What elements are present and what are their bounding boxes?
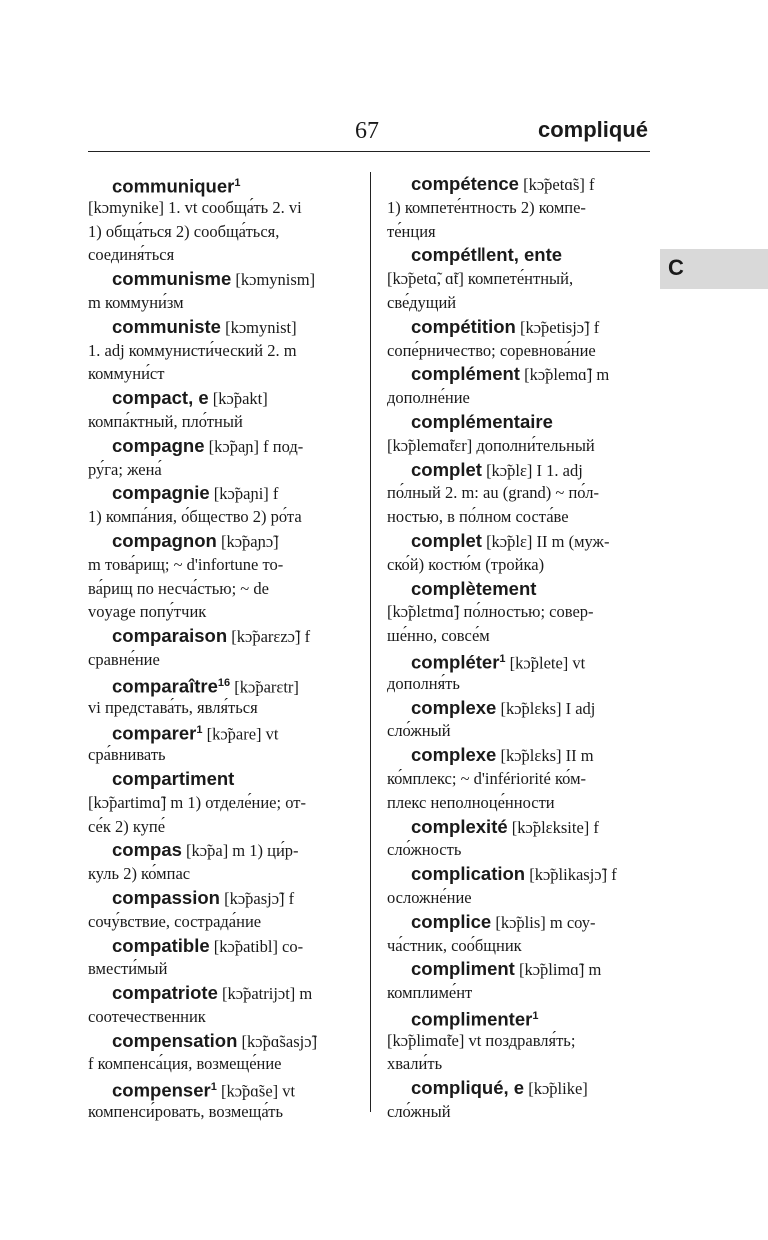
entry-headword-line [88, 267, 356, 291]
entry-headword-line [88, 386, 356, 410]
entry-headword-line [387, 243, 655, 267]
thumb-index-tab [660, 249, 768, 289]
entry-headword-line [387, 529, 655, 553]
entry-headword-line [387, 910, 655, 934]
right-column [387, 172, 655, 1124]
entry-headword-line [387, 957, 655, 981]
entry-text: [kɔ̃pakt] [208, 389, 268, 409]
entry-text-line: хвали́ть [387, 1054, 443, 1074]
headword: compagnon [112, 529, 217, 551]
entry-text: [kɔ̃pa] m 1) ци́р- [181, 841, 299, 861]
entry-headword-line [88, 886, 356, 910]
entry-headword-line [88, 1076, 356, 1100]
entry-text-line: се́к 2) купе́ [88, 816, 166, 836]
entry-headword-line [88, 315, 356, 339]
entry-text-line: све́дущий [387, 292, 457, 312]
entry-text-line: m това́рищ; ~ d'infortune то- [88, 554, 284, 574]
conjugation-number: 1 [196, 724, 203, 737]
entry-text: [kɔ̃paɲi] f [209, 484, 279, 504]
entry-headword-line [88, 838, 356, 862]
conjugation-number: 1 [532, 1009, 539, 1022]
headword: compétence [411, 173, 519, 194]
headword: comparer [112, 722, 197, 744]
entry-headword-line [387, 743, 655, 767]
entry-text: [kɔ̃plete] vt [505, 653, 586, 673]
entry-headword-line [88, 624, 356, 648]
entry-text-line: соотечественник [88, 1006, 206, 1026]
headword: compassion [112, 886, 220, 908]
headword: compliment [411, 958, 515, 980]
entry-text-line: [kɔ̃plimɑ̃te] vt поздравля́ть; [387, 1030, 576, 1050]
conjugation-number: 1 [210, 1081, 217, 1094]
entry-text-line: [kɔ̃partimɑ̃] m 1) отделе́ние; от- [88, 792, 306, 812]
entry-text: [kɔ̃plɛ] I 1. adj [481, 460, 583, 480]
entry-text-line: дополня́ть [387, 673, 460, 693]
headword: complexe [411, 744, 497, 766]
entry-headword-line [88, 434, 356, 458]
entry-text-line: 1) обща́ться 2) сообща́ться, [88, 221, 280, 241]
entry-text-line: ско́й) костю́м (тройка) [387, 554, 545, 574]
headword: compatriote [112, 982, 218, 1004]
entry-text-line: ча́стник, соо́бщник [387, 935, 522, 955]
entry-headword-line [88, 672, 356, 696]
entry-text-line: ру́га; жена́ [88, 459, 162, 479]
entry-headword-line [387, 410, 655, 434]
conjugation-number: 16 [217, 676, 231, 689]
entry-text: [kɔ̃plɛ] II m (муж- [481, 531, 610, 551]
entry-text: [kɔ̃pɑ̃sasjɔ̃] [237, 1031, 318, 1051]
headword: comparaître [112, 675, 218, 697]
entry-headword-line [88, 481, 356, 505]
entry-text-line: [kɔmynike] 1. vt сообща́ть 2. vi [88, 197, 302, 217]
entry-text-line: [kɔ̃petɑ̃, ɑ̃t] компете́нтный, [387, 269, 574, 289]
entry-headword-line [387, 696, 655, 720]
entry-headword-line [88, 934, 356, 958]
headword: complice [411, 910, 492, 932]
entry-text: [kɔ̃plike] [524, 1079, 588, 1099]
entry-text-line: vi представа́ть, явля́ться [88, 697, 258, 717]
headword: complication [411, 863, 526, 885]
entry-text-line: компа́ктный, пло́тный [88, 411, 243, 431]
entry-headword-line [387, 577, 655, 601]
headword: compenser [112, 1079, 211, 1101]
entry-text-line: те́нция [387, 221, 436, 241]
entry-text-line: [kɔ̃plɛtmɑ̃] по́лностью; совер- [387, 602, 594, 622]
entry-text: [kɔ̃plis] m соу- [491, 912, 596, 932]
entry-text-line: дополне́ние [387, 388, 470, 408]
headword: compagnie [112, 482, 210, 504]
headword: comparaison [112, 625, 228, 647]
headword: complimenter [411, 1008, 533, 1030]
entry-text: [kɔ̃plimɑ̃] m [514, 960, 602, 980]
headword: compatible [112, 934, 210, 956]
entry-text-line: сло́жный [387, 721, 451, 741]
entry-text: [kɔ̃petisjɔ̃] f [515, 317, 600, 337]
headword: complexité [411, 815, 508, 837]
entry-text: [kɔ̃patibl] со- [209, 936, 304, 956]
entry-headword-line [387, 862, 655, 886]
headword: compact, e [112, 387, 209, 409]
headword: compléter [411, 651, 500, 673]
entry-text-line: сра́внивать [88, 745, 166, 765]
entry-text: [kɔ̃plɛksite] f [507, 817, 599, 837]
column-divider [370, 172, 371, 1112]
entry-text-line: сочу́вствие, сострада́ние [88, 911, 262, 931]
entry-headword-line [387, 1005, 655, 1029]
entry-headword-line [387, 815, 655, 839]
entry-text: [kɔ̃paɲɔ̃] [216, 531, 279, 551]
entry-text-line: комплиме́нт [387, 983, 473, 1003]
entry-text-line: m коммуни́зм [88, 292, 184, 312]
conjugation-number: 1 [234, 177, 241, 189]
entry-text: [kɔ̃pare] vt [202, 724, 279, 744]
entry-headword-line [387, 458, 655, 482]
headword: compétition [411, 315, 516, 337]
entry-headword-line [387, 648, 655, 672]
entry-headword-line [88, 719, 356, 743]
entry-text-line: 1. adj коммунисти́ческий 2. m [88, 340, 297, 360]
entry-headword-line [387, 1076, 655, 1100]
entry-headword-line [88, 981, 356, 1005]
entry-headword-line [88, 172, 356, 196]
entry-text-line: сравне́ние [88, 649, 160, 669]
entry-text-line: f компенса́ция, возмеще́ние [88, 1054, 282, 1074]
entry-text: [kɔ̃plemɑ̃] m [519, 365, 610, 385]
entry-text-line: 1) компа́ния, о́бщество 2) ро́та [88, 507, 302, 527]
entry-text: [kɔ̃pasjɔ̃] f [219, 888, 295, 908]
entry-text: [kɔ̃parɛtr] [230, 677, 299, 697]
entry-text-line: вмести́мый [88, 959, 168, 979]
entry-headword-line [88, 1029, 356, 1053]
headword: compensation [112, 1029, 238, 1051]
headword: compagne [112, 434, 205, 456]
entry-text: [kɔ̃plɛks] II m [496, 746, 594, 766]
headword: complexe [411, 696, 497, 718]
left-column [88, 172, 356, 1124]
entry-text-line: соединя́ться [88, 245, 175, 265]
headword: complémentaire [411, 410, 553, 432]
entry-headword-line [387, 315, 655, 339]
entry-text: [kɔmynist] [220, 317, 297, 337]
thumb-index-letter: C [668, 255, 684, 280]
entry-text: [kɔ̃plikasjɔ̃] f [525, 865, 617, 885]
entry-text: [kɔ̃pɑ̃se] vt [216, 1081, 296, 1101]
running-head: compliqué [537, 117, 648, 142]
headword: compliqué, e [411, 1077, 525, 1099]
entry-text-line: ко́мплекс; ~ d'infériorité ко́м- [387, 768, 586, 788]
entry-text-line: сло́жность [387, 840, 462, 860]
entry-text: [kɔ̃parɛzɔ̃] f [227, 627, 311, 647]
conjugation-number: 1 [499, 652, 506, 665]
entry-text-line: компенси́ровать, возмеща́ть [88, 1102, 283, 1122]
entry-headword-line [387, 362, 655, 386]
headword: complément [411, 363, 520, 385]
entry-text-line: куль 2) ко́мпас [88, 864, 191, 884]
page-number: 67 [355, 118, 379, 144]
entry-text-line: осложне́ние [387, 887, 472, 907]
entry-text-line: 1) компете́нтность 2) компе- [387, 197, 586, 217]
entry-text: [kɔ̃patrijɔt] m [217, 984, 313, 1004]
headword: compas [112, 839, 182, 861]
headword: compét‖ent, ente [411, 244, 563, 266]
headword: complet [411, 458, 482, 480]
header-rule [88, 151, 650, 152]
headword: communisme [112, 268, 232, 290]
headword: complètement [411, 577, 537, 599]
entry-text: [kɔ̃petɑ̃s] f [518, 175, 595, 194]
entry-text-line: по́лный 2. m: au (grand) ~ по́л- [387, 483, 600, 503]
entry-text-line: сло́жный [387, 1102, 451, 1122]
entry-text-line: ва́рищ по несча́стью; ~ de [88, 578, 269, 598]
entry-headword-line [387, 172, 655, 196]
entry-text-line: voyage попу́тчик [88, 602, 207, 622]
headword: communiste [112, 315, 221, 337]
entry-text: [kɔ̃paɲ] f под- [204, 436, 304, 456]
entry-headword-line [88, 767, 356, 791]
entry-headword-line [88, 529, 356, 553]
headword: complet [411, 529, 482, 551]
entry-text-line: [kɔ̃plemɑ̃tɛr] дополни́тельный [387, 435, 595, 455]
entry-text-line: сопе́рничество; соревнова́ние [387, 340, 596, 360]
entry-text-line: коммуни́ст [88, 364, 165, 384]
entry-text-line: ностью, в по́лном соста́ве [387, 507, 569, 527]
entry-text-line: ше́нно, совсе́м [387, 626, 490, 646]
entry-text: [kɔ̃plɛks] I adj [496, 698, 596, 718]
headword: communiquer [112, 175, 235, 197]
entry-text: [kɔmynism] [231, 270, 316, 290]
headword: compartiment [112, 767, 235, 789]
entry-text-line: плекс неполноце́нности [387, 792, 555, 812]
